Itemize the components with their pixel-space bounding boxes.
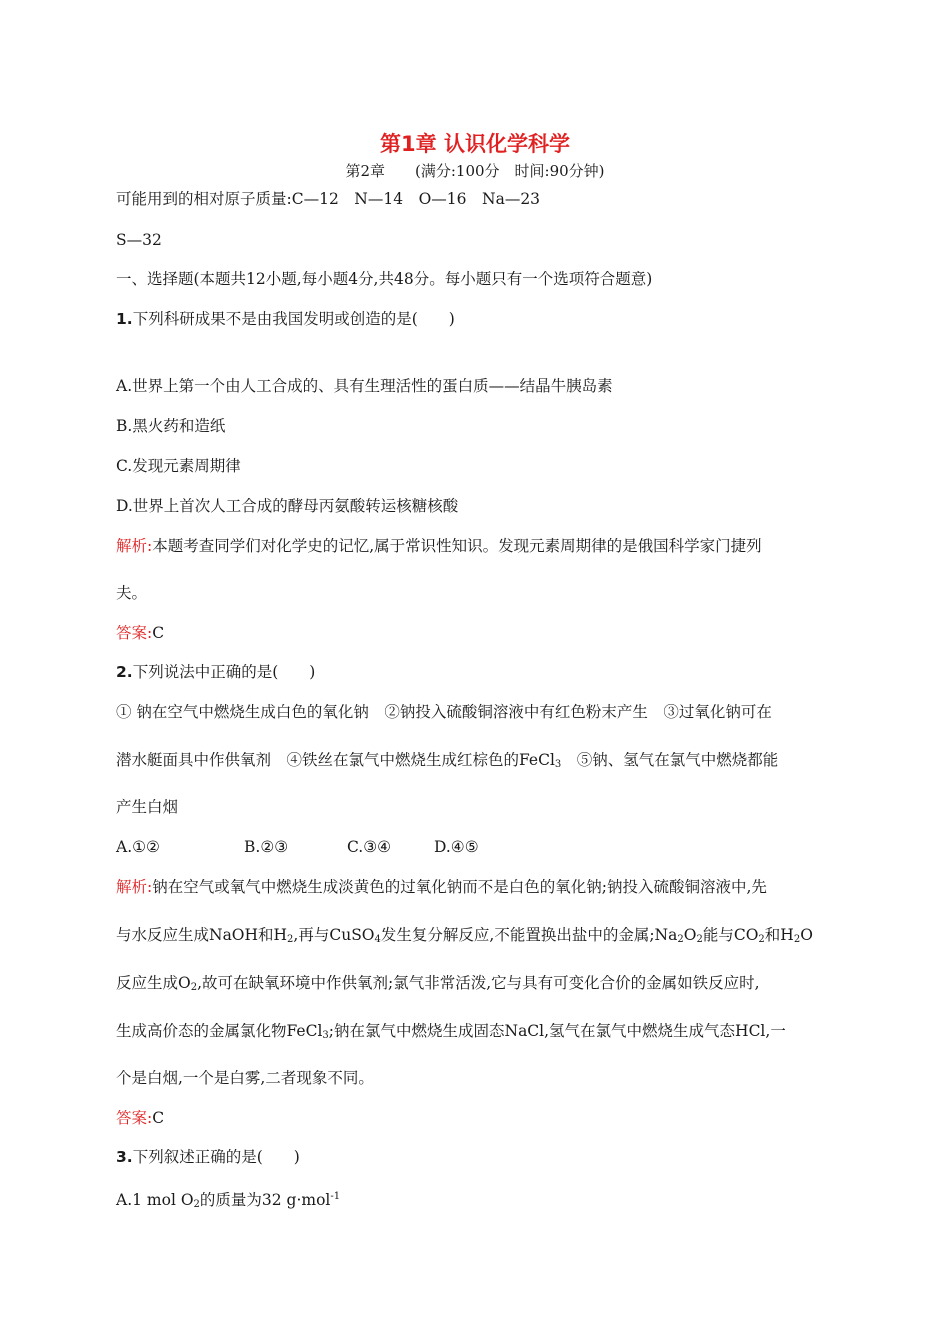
subscript: 2	[696, 934, 703, 945]
q2-statements-line	[116, 750, 778, 775]
answer-value: C	[152, 1109, 165, 1127]
subscript: 3	[554, 759, 562, 770]
analysis-text: 生成高价态的金属氯化物FeCl	[116, 1022, 323, 1040]
analysis-text: 能与CO	[702, 926, 759, 944]
question-number: 1.	[116, 310, 133, 328]
subscript: 2	[287, 934, 294, 945]
exam-info: 第2章 (满分:100分 时间:90分钟)	[345, 162, 605, 180]
analysis-text: 发生复分解反应,不能置换出盐中的金属;Na	[380, 926, 678, 944]
question-2-stem	[116, 662, 315, 682]
question-text: 下列叙述正确的是( )	[132, 1148, 300, 1166]
subscript: 4	[374, 934, 381, 945]
q1-option-d: D.世界上首次人工合成的酵母丙氨酸转运核糖核酸	[116, 497, 459, 515]
q1-option-b: B.黑火药和造纸	[116, 417, 226, 435]
q1-analysis	[116, 536, 762, 556]
analysis-text: 反应生成O	[116, 974, 191, 992]
atomic-mass-line-cont: S—32	[116, 231, 162, 249]
q2-statements-line: ① 钠在空气中燃烧生成白色的氧化钠 ②钠投入硫酸铜溶液中有红色粉末产生 ③过氧化钠可在	[116, 703, 772, 721]
q2-answer	[116, 1108, 164, 1128]
subscript: 2	[758, 934, 765, 945]
analysis-text: ,故可在缺氧环境中作供氧剂;氯气非常活泼,它与具有可变化合价的金属如铁反应时,	[197, 974, 760, 992]
option-text: 的质量为32 g·mol	[199, 1191, 331, 1209]
section-header: 一、选择题(本题共12小题,每小题4分,共48分。每小题只有一个选项符合题意)	[116, 270, 653, 288]
q2-analysis	[116, 877, 767, 897]
analysis-text: 与水反应生成NaOH和H	[116, 926, 288, 944]
q2-analysis-cont	[116, 1021, 786, 1046]
q2-analysis-cont	[116, 925, 813, 950]
superscript: -1	[330, 1191, 341, 1202]
question-3-stem	[116, 1147, 300, 1167]
question-number: 2.	[116, 663, 133, 681]
q2-option-c: C.③④	[347, 838, 392, 856]
analysis-label: 解析:	[116, 537, 153, 555]
answer-value: C	[152, 624, 165, 642]
q2-statements-line: 产生白烟	[116, 798, 179, 816]
option-text: A.1 mol O	[116, 1191, 194, 1209]
page-title: 第1章 认识化学科学	[380, 132, 570, 156]
statement-text: 潜水艇面具中作供氧剂 ④铁丝在氯气中燃烧生成红棕色的FeCl	[116, 751, 555, 769]
subscript: 2	[793, 934, 801, 945]
q1-option-a: A.世界上第一个由人工合成的、具有生理活性的蛋白质——结晶牛胰岛素	[116, 377, 613, 395]
statement-text: ⑤钠、氢气在氯气中燃烧都能	[561, 751, 779, 769]
q2-analysis-cont: 个是白烟,一个是白雾,二者现象不同。	[116, 1069, 374, 1087]
answer-label: 答案:	[116, 1109, 153, 1127]
atomic-mass-line: 可能用到的相对原子质量:C—12 N—14 O—16 Na—23	[116, 190, 541, 208]
q3-option-a	[116, 1187, 340, 1215]
subscript: 2	[193, 1199, 200, 1210]
q1-answer	[116, 623, 164, 643]
analysis-label: 解析:	[116, 878, 153, 896]
q1-option-c: C.发现元素周期律	[116, 457, 241, 475]
question-text: 下列说法中正确的是( )	[132, 663, 316, 681]
question-1-stem	[116, 309, 455, 329]
q2-analysis-cont	[116, 973, 760, 998]
question-number: 3.	[116, 1148, 133, 1166]
analysis-text: ;钠在氯气中燃烧生成固态NaCl,氢气在氯气中燃烧生成气态HCl,一	[328, 1022, 786, 1040]
analysis-text: 钠在空气或氧气中燃烧生成淡黄色的过氧化钠而不是白色的氧化钠;钠投入硫酸铜溶液中,先	[152, 878, 767, 896]
subscript: 2	[190, 982, 198, 993]
q2-option-d: D.④⑤	[434, 838, 479, 856]
q2-option-b: B.②③	[244, 838, 289, 856]
analysis-text: 和H	[764, 926, 794, 944]
q2-option-a: A.①②	[116, 838, 160, 856]
subscript: 2	[677, 934, 684, 945]
subscript: 3	[322, 1030, 329, 1041]
analysis-text: O	[800, 926, 813, 944]
analysis-text: O	[683, 926, 697, 944]
answer-label: 答案:	[116, 624, 153, 642]
question-text: 下列科研成果不是由我国发明或创造的是( )	[132, 310, 455, 328]
analysis-text: 本题考查同学们对化学史的记忆,属于常识性知识。发现元素周期律的是俄国科学家门捷列	[152, 537, 762, 555]
q1-analysis-cont: 夫。	[116, 584, 148, 602]
analysis-text: ,再与CuSO	[293, 926, 375, 944]
q2-options	[116, 837, 479, 857]
